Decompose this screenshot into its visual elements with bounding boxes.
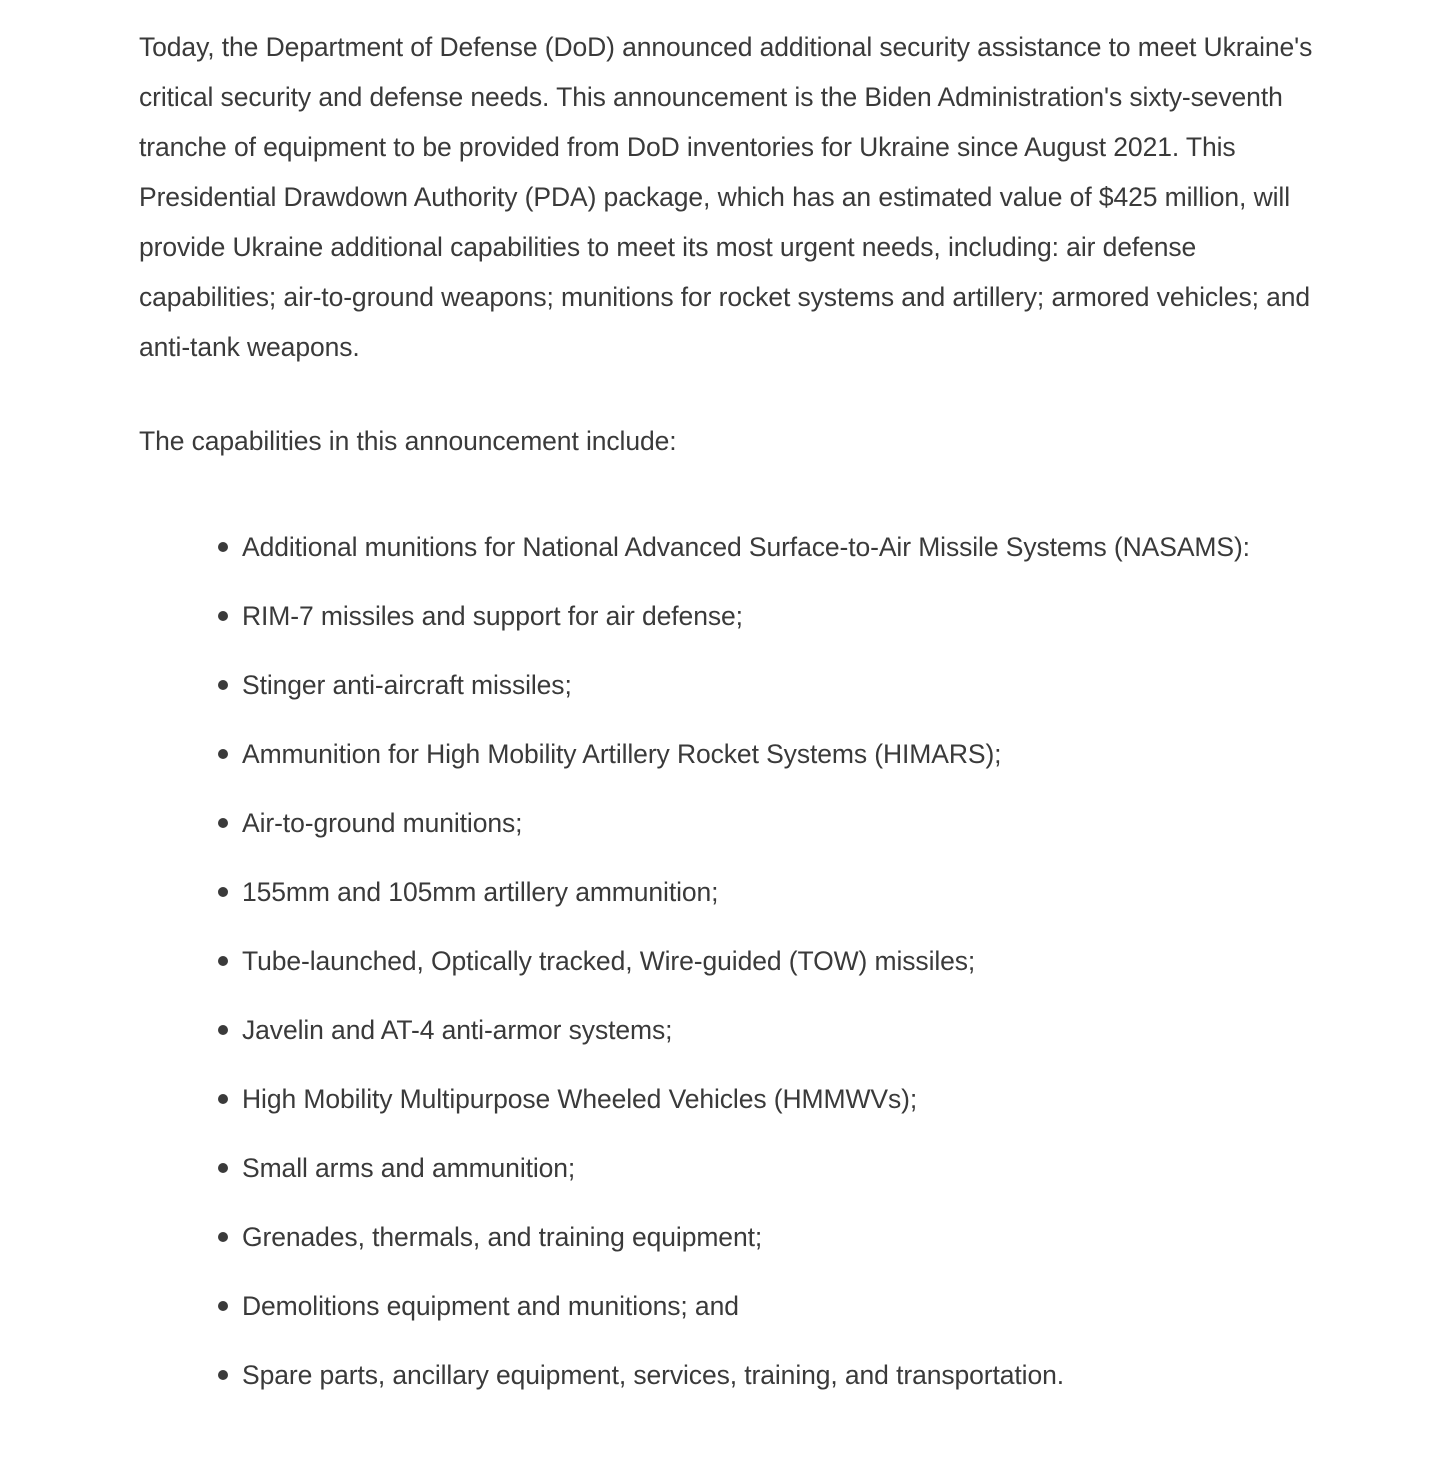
list-item	[242, 939, 1314, 984]
bullet-icon	[218, 1232, 228, 1242]
list-item	[242, 801, 1314, 846]
bullet-icon	[218, 1094, 228, 1104]
bullet-icon	[218, 818, 228, 828]
list-item-text: Additional munitions for National Advanced Surface-to-Air Missile Systems (NASAMS):	[242, 532, 1250, 562]
list-item-text: RIM-7 missiles and support for air defense;	[242, 601, 743, 631]
list-item	[242, 663, 1314, 708]
list-item	[242, 732, 1314, 777]
list-item	[242, 1353, 1314, 1398]
bullet-icon	[218, 680, 228, 690]
list-item	[242, 1284, 1314, 1329]
bullet-icon	[218, 749, 228, 759]
list-item	[242, 1077, 1314, 1122]
bullet-icon	[218, 611, 228, 621]
list-item-text: Demolitions equipment and munitions; and	[242, 1291, 739, 1321]
bullet-icon	[218, 1301, 228, 1311]
list-item-text: Grenades, thermals, and training equipment;	[242, 1222, 763, 1252]
capabilities-lead: The capabilities in this announcement include:	[139, 426, 677, 456]
list-item	[242, 870, 1314, 915]
list-item	[242, 594, 1314, 639]
list-item-text: Stinger anti-aircraft missiles;	[242, 670, 572, 700]
list-item-text: Tube-launched, Optically tracked, Wire-guided (TOW) missiles;	[242, 946, 976, 976]
list-item	[242, 1215, 1314, 1260]
bullet-icon	[218, 887, 228, 897]
bullet-icon	[218, 1163, 228, 1173]
list-item	[242, 1008, 1314, 1053]
article-body	[139, 22, 1314, 1422]
list-item-text: Air-to-ground munitions;	[242, 808, 523, 838]
bullet-icon	[218, 956, 228, 966]
intro-paragraph: Today, the Department of Defense (DoD) announced additional security assistance to meet Ukraine's critical security and defense needs. This announcement is the Biden Administration's sixty-seventh tranche of equipment to be provided from DoD inventories for Ukraine since August 2021. This Presidential Drawdown Authority (PDA) package, which has an estimated value of $425 million, will provide Ukraine additional capabilities to meet its most urgent needs, including: air defense capabilities; air-to-ground weapons; munitions for rocket systems and artillery; armored vehicles; and anti-tank weapons.	[139, 32, 1313, 362]
list-item-text: Small arms and ammunition;	[242, 1153, 576, 1183]
capability-list	[139, 525, 1314, 1398]
bullet-icon	[218, 542, 228, 552]
list-item-text: Javelin and AT-4 anti-armor systems;	[242, 1015, 673, 1045]
list-item-text: Spare parts, ancillary equipment, services, training, and transportation.	[242, 1360, 1064, 1390]
bullet-icon	[218, 1370, 228, 1380]
bullet-icon	[218, 1025, 228, 1035]
list-item-text: 155mm and 105mm artillery ammunition;	[242, 877, 719, 907]
list-item	[242, 1146, 1314, 1191]
list-item	[242, 525, 1314, 570]
list-item-text: Ammunition for High Mobility Artillery Rocket Systems (HIMARS);	[242, 739, 1002, 769]
list-item-text: High Mobility Multipurpose Wheeled Vehicles (HMMWVs);	[242, 1084, 918, 1114]
